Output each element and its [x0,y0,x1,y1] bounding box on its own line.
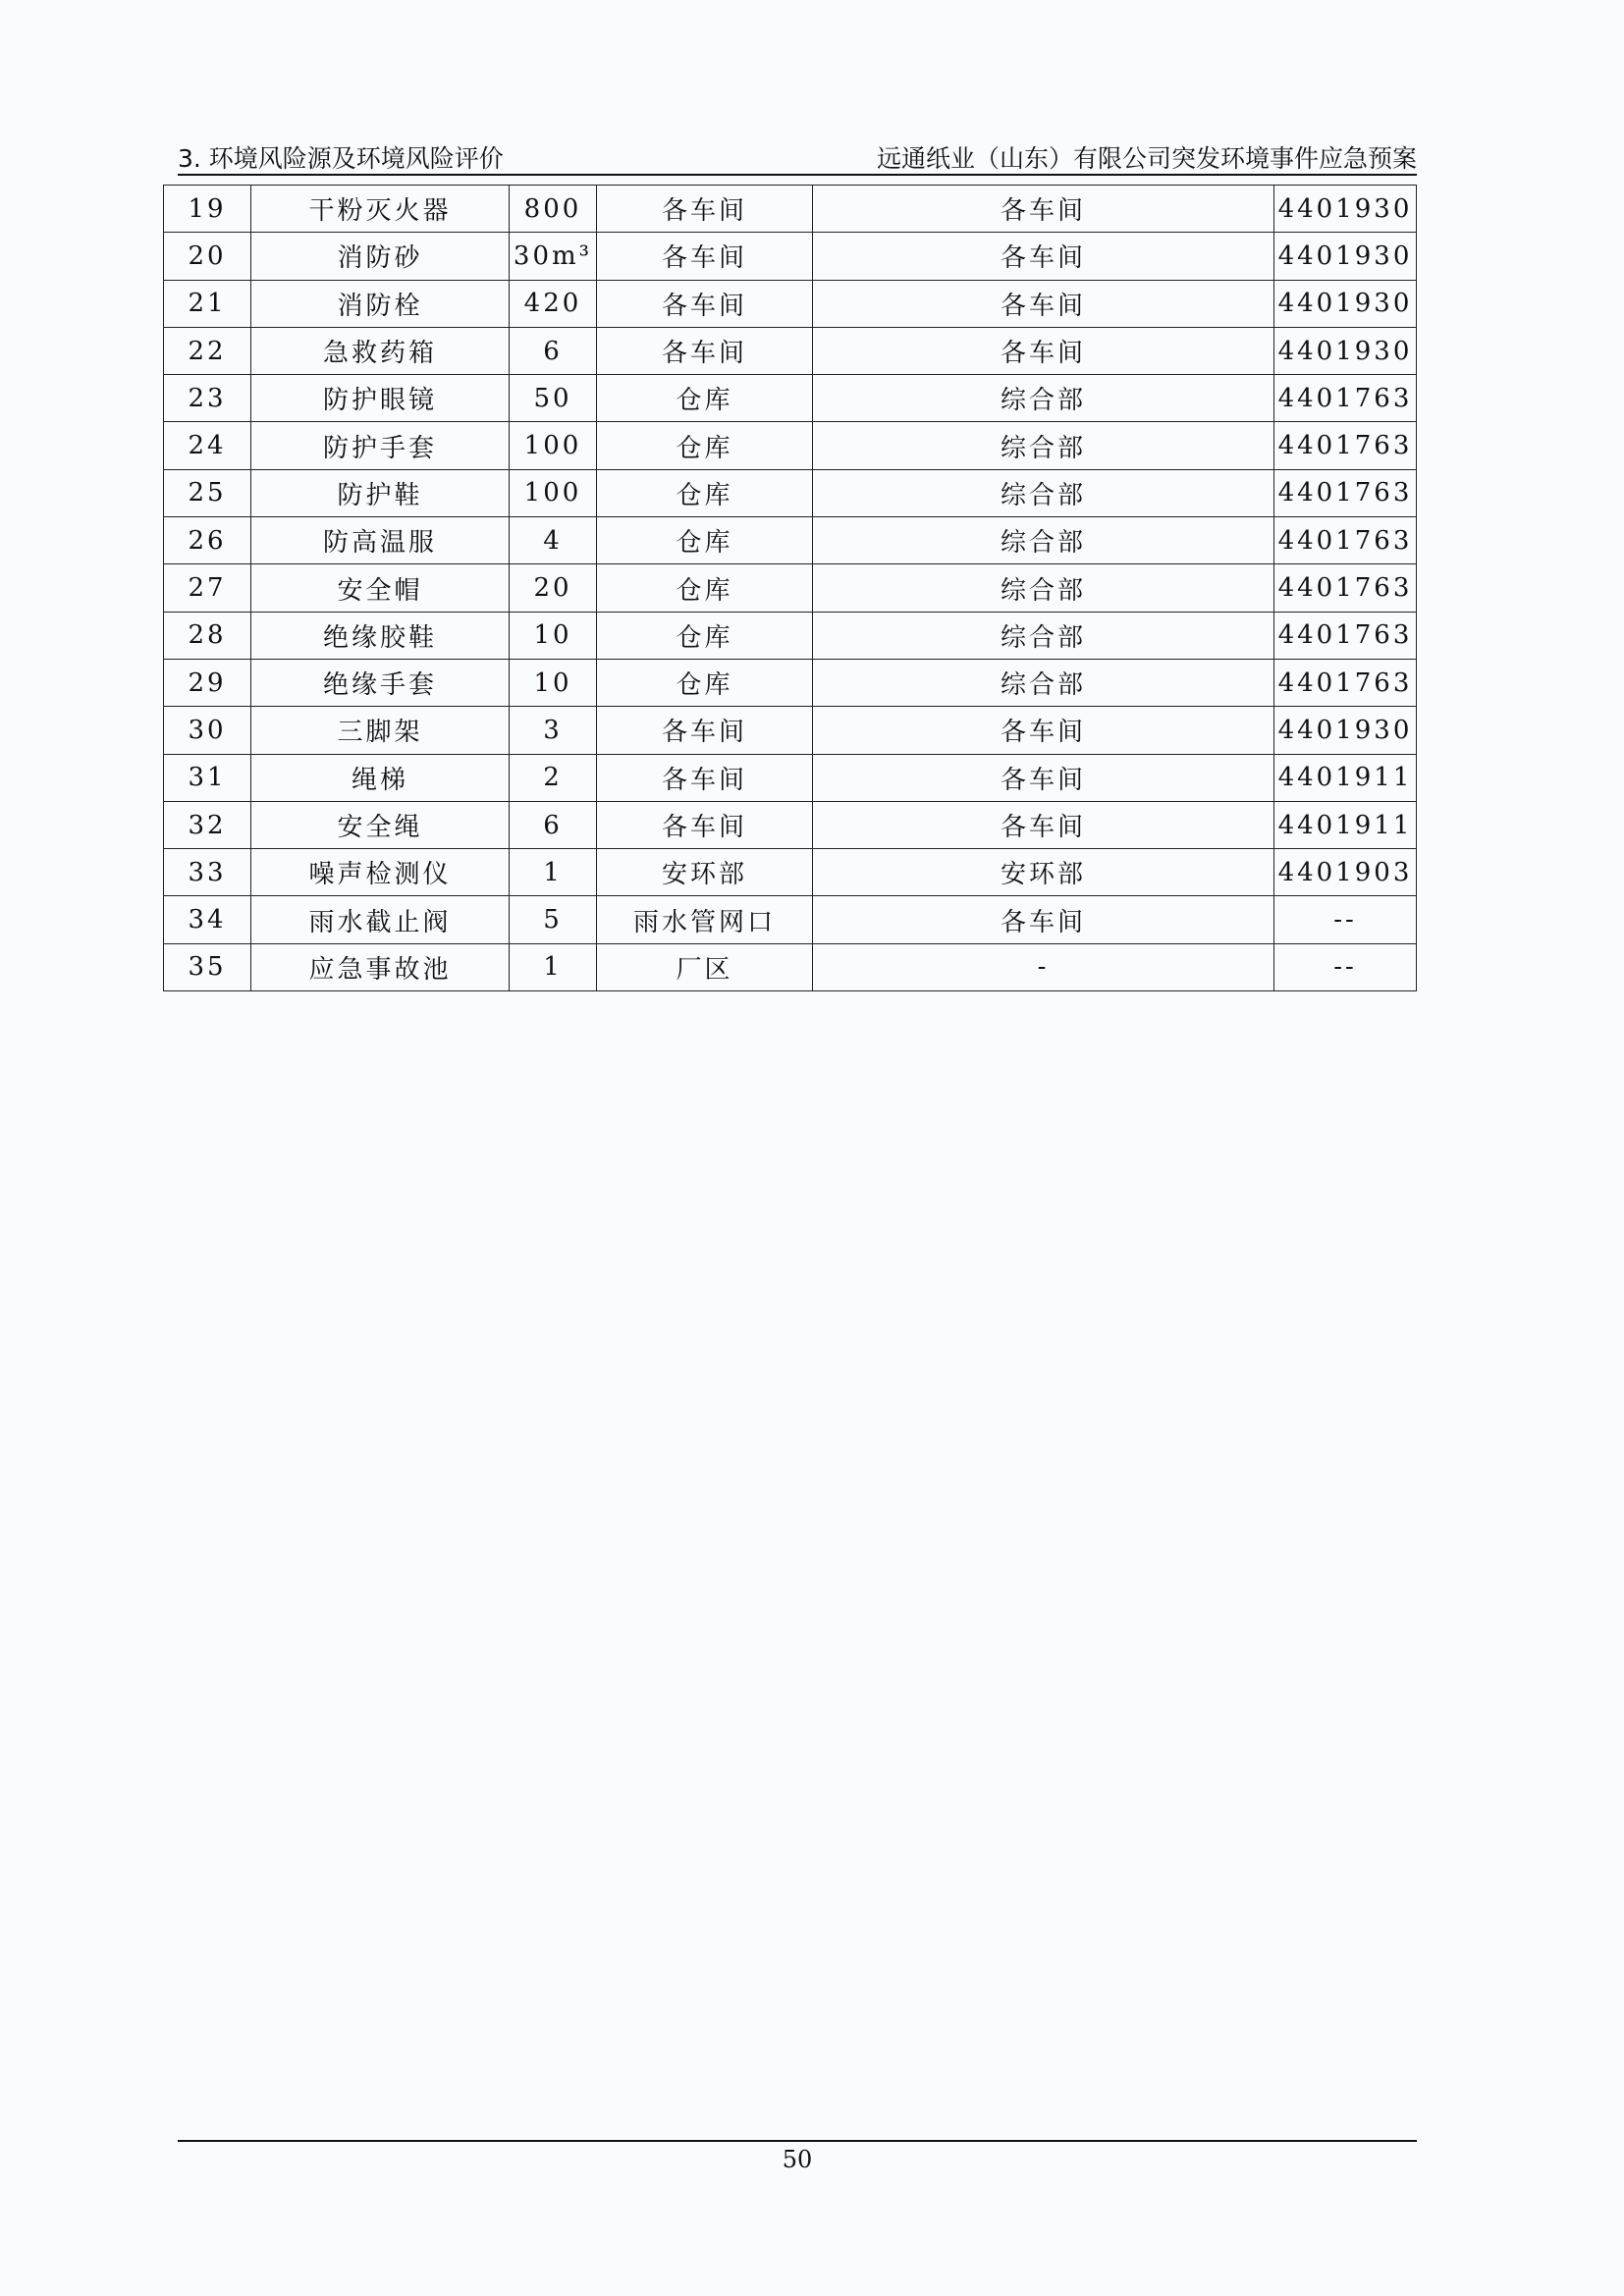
responsible-dept-cell: 综合部 [813,469,1274,516]
responsible-dept-cell: 各车间 [813,754,1274,801]
table-row [164,849,1417,896]
storage-location-cell: 仓库 [597,422,813,469]
equipment-name-cell: 防护手套 [251,422,510,469]
storage-location-cell: 仓库 [597,564,813,612]
quantity-cell: 50 [510,375,597,422]
table-body [164,186,1417,991]
storage-location-cell: 各车间 [597,707,813,754]
responsible-dept-cell: 安环部 [813,849,1274,896]
storage-location-cell: 仓库 [597,517,813,564]
row-number-cell: 26 [164,517,251,564]
equipment-name-cell: 噪声检测仪 [251,849,510,896]
quantity-cell: 1 [510,849,597,896]
equipment-name-cell: 防护鞋 [251,469,510,516]
row-number-cell: 30 [164,707,251,754]
contact-phone-cell: 4401763 [1274,422,1417,469]
storage-location-cell: 仓库 [597,612,813,659]
page-header [178,135,1417,177]
row-number-cell: 25 [164,469,251,516]
responsible-dept-cell: 各车间 [813,186,1274,233]
page-number: 50 [782,2146,813,2173]
table-row [164,754,1417,801]
row-number-cell: 24 [164,422,251,469]
quantity-cell: 10 [510,612,597,659]
contact-phone-cell: -- [1274,943,1417,990]
equipment-name-cell: 绝缘胶鞋 [251,612,510,659]
table-row [164,422,1417,469]
contact-phone-cell: 4401763 [1274,375,1417,422]
responsible-dept-cell: 各车间 [813,801,1274,848]
storage-location-cell: 各车间 [597,233,813,280]
equipment-name-cell: 安全绳 [251,801,510,848]
quantity-cell: 800 [510,186,597,233]
contact-phone-cell: 4401930 [1274,186,1417,233]
storage-location-cell: 仓库 [597,375,813,422]
contact-phone-cell: 4401930 [1274,233,1417,280]
emergency-equipment-table [163,185,1417,991]
quantity-cell: 20 [510,564,597,612]
responsible-dept-cell: 各车间 [813,896,1274,943]
responsible-dept-cell: 综合部 [813,517,1274,564]
contact-phone-cell: -- [1274,896,1417,943]
equipment-name-cell: 消防栓 [251,280,510,327]
table-row [164,801,1417,848]
table-row [164,896,1417,943]
row-number-cell: 31 [164,754,251,801]
document-title: 远通纸业（山东）有限公司突发环境事件应急预案 [876,144,1417,173]
contact-phone-cell: 4401763 [1274,659,1417,706]
contact-phone-cell: 4401903 [1274,849,1417,896]
table-row [164,707,1417,754]
table-row [164,280,1417,327]
row-number-cell: 29 [164,659,251,706]
responsible-dept-cell: 各车间 [813,233,1274,280]
row-number-cell: 33 [164,849,251,896]
responsible-dept-cell: 综合部 [813,375,1274,422]
table-row [164,375,1417,422]
storage-location-cell: 各车间 [597,754,813,801]
row-number-cell: 34 [164,896,251,943]
quantity-cell: 100 [510,469,597,516]
equipment-name-cell: 绳梯 [251,754,510,801]
storage-location-cell: 各车间 [597,280,813,327]
equipment-name-cell: 急救药箱 [251,327,510,374]
responsible-dept-cell: 各车间 [813,280,1274,327]
responsible-dept-cell: 各车间 [813,707,1274,754]
storage-location-cell: 各车间 [597,801,813,848]
row-number-cell: 28 [164,612,251,659]
equipment-name-cell: 干粉灭火器 [251,186,510,233]
contact-phone-cell: 4401763 [1274,517,1417,564]
quantity-cell: 6 [510,327,597,374]
contact-phone-cell: 4401911 [1274,754,1417,801]
row-number-cell: 27 [164,564,251,612]
table-row [164,659,1417,706]
quantity-cell: 420 [510,280,597,327]
equipment-name-cell: 雨水截止阀 [251,896,510,943]
table-row [164,469,1417,516]
contact-phone-cell: 4401763 [1274,469,1417,516]
table-row [164,186,1417,233]
table-row [164,564,1417,612]
contact-phone-cell: 4401930 [1274,327,1417,374]
quantity-cell: 1 [510,943,597,990]
quantity-cell: 5 [510,896,597,943]
row-number-cell: 20 [164,233,251,280]
storage-location-cell: 安环部 [597,849,813,896]
row-number-cell: 32 [164,801,251,848]
responsible-dept-cell: 综合部 [813,612,1274,659]
quantity-cell: 10 [510,659,597,706]
row-number-cell: 35 [164,943,251,990]
storage-location-cell: 雨水管网口 [597,896,813,943]
storage-location-cell: 仓库 [597,469,813,516]
responsible-dept-cell: 综合部 [813,564,1274,612]
footer-rule [178,2140,1417,2142]
equipment-name-cell: 安全帽 [251,564,510,612]
contact-phone-cell: 4401763 [1274,612,1417,659]
equipment-name-cell: 消防砂 [251,233,510,280]
storage-location-cell: 各车间 [597,327,813,374]
table-row [164,943,1417,990]
storage-location-cell: 仓库 [597,659,813,706]
contact-phone-cell: 4401930 [1274,280,1417,327]
quantity-cell: 2 [510,754,597,801]
equipment-name-cell: 应急事故池 [251,943,510,990]
equipment-name-cell: 三脚架 [251,707,510,754]
quantity-cell: 30m³ [510,233,597,280]
equipment-name-cell: 防护眼镜 [251,375,510,422]
header-rule [178,174,1417,176]
table-row [164,233,1417,280]
quantity-cell: 6 [510,801,597,848]
responsible-dept-cell: - [813,943,1274,990]
contact-phone-cell: 4401930 [1274,707,1417,754]
section-title: 3. 环境风险源及环境风险评价 [178,144,504,173]
equipment-name-cell: 防高温服 [251,517,510,564]
row-number-cell: 23 [164,375,251,422]
quantity-cell: 100 [510,422,597,469]
storage-location-cell: 厂区 [597,943,813,990]
row-number-cell: 22 [164,327,251,374]
storage-location-cell: 各车间 [597,186,813,233]
quantity-cell: 4 [510,517,597,564]
responsible-dept-cell: 综合部 [813,659,1274,706]
table-row [164,517,1417,564]
table-row [164,327,1417,374]
equipment-name-cell: 绝缘手套 [251,659,510,706]
quantity-cell: 3 [510,707,597,754]
responsible-dept-cell: 综合部 [813,422,1274,469]
responsible-dept-cell: 各车间 [813,327,1274,374]
contact-phone-cell: 4401911 [1274,801,1417,848]
table-row [164,612,1417,659]
row-number-cell: 19 [164,186,251,233]
row-number-cell: 21 [164,280,251,327]
contact-phone-cell: 4401763 [1274,564,1417,612]
